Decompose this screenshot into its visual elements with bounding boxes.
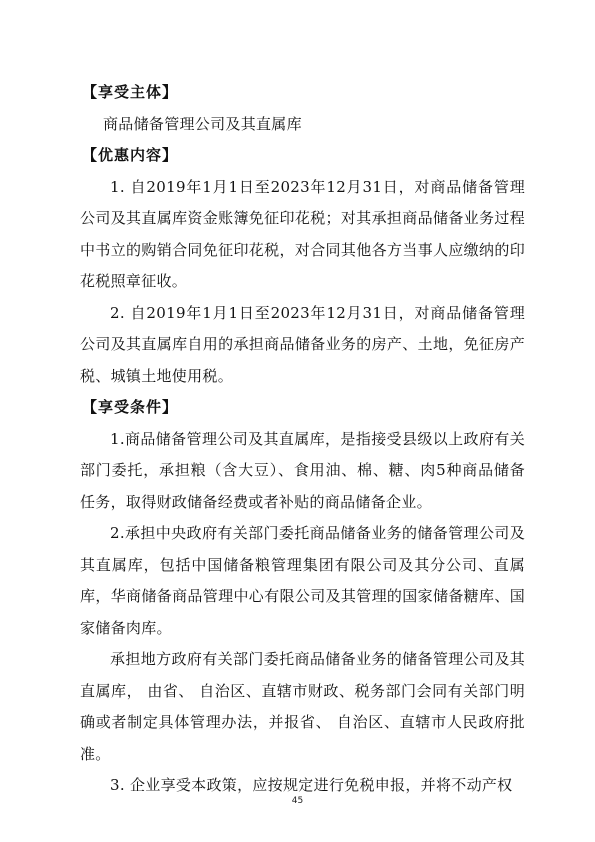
content-item-2: 2. 自2019年1月1日至2023年12月31日，对商品储备管理公司及其直属库自用的承担商品储备业务的房产、土地，免征房产税、城镇土地使用税。 — [80, 303, 525, 385]
subject-body: 商品储备管理公司及其直属库 — [103, 114, 302, 133]
condition-item-3: 3. 企业享受本政策，应按规定进行免税申报，并将不动产权 — [110, 776, 513, 794]
condition-item-local: 承担地方政府有关部门委托商品储备业务的储备管理公司及其直属库， 由省、 自治区、直辖市财政、税务部门会同有关部门明确或者制定具体管理办法，并报省、 自治区、直辖市人民政府批准。 — [80, 650, 525, 763]
heading-content: 【优惠内容】 — [82, 146, 179, 164]
heading-conditions: 【享受条件】 — [82, 398, 179, 416]
heading-subject: 【享受主体】 — [82, 83, 179, 101]
condition-item-1: 1.商品储备管理公司及其直属库，是指接受县级以上政府有关部门委托，承担粮（含大豆）、食用油、棉、糖、肉5种商品储备任务，取得财政储备经费或者补贴的商品储备企业。 — [80, 429, 525, 511]
condition-item-2: 2.承担中央政府有关部门委托商品储备业务的储备管理公司及其直属库，包括中国储备粮管理集团有限公司及其分公司、直属库，华商储备商品管理中心有限公司及其管理的国家储备糖库、国家储备肉库。 — [80, 524, 525, 637]
content-item-1: 1. 自2019年1月1日至2023年12月31日，对商品储备管理公司及其直属库资金账簿免征印花税；对其承担商品储备业务过程中书立的购销合同免征印花税，对合同其他各方当事人应缴纳的印花税照章征收。 — [80, 177, 525, 290]
page-number: 45 — [291, 796, 304, 806]
page-content — [80, 77, 525, 802]
